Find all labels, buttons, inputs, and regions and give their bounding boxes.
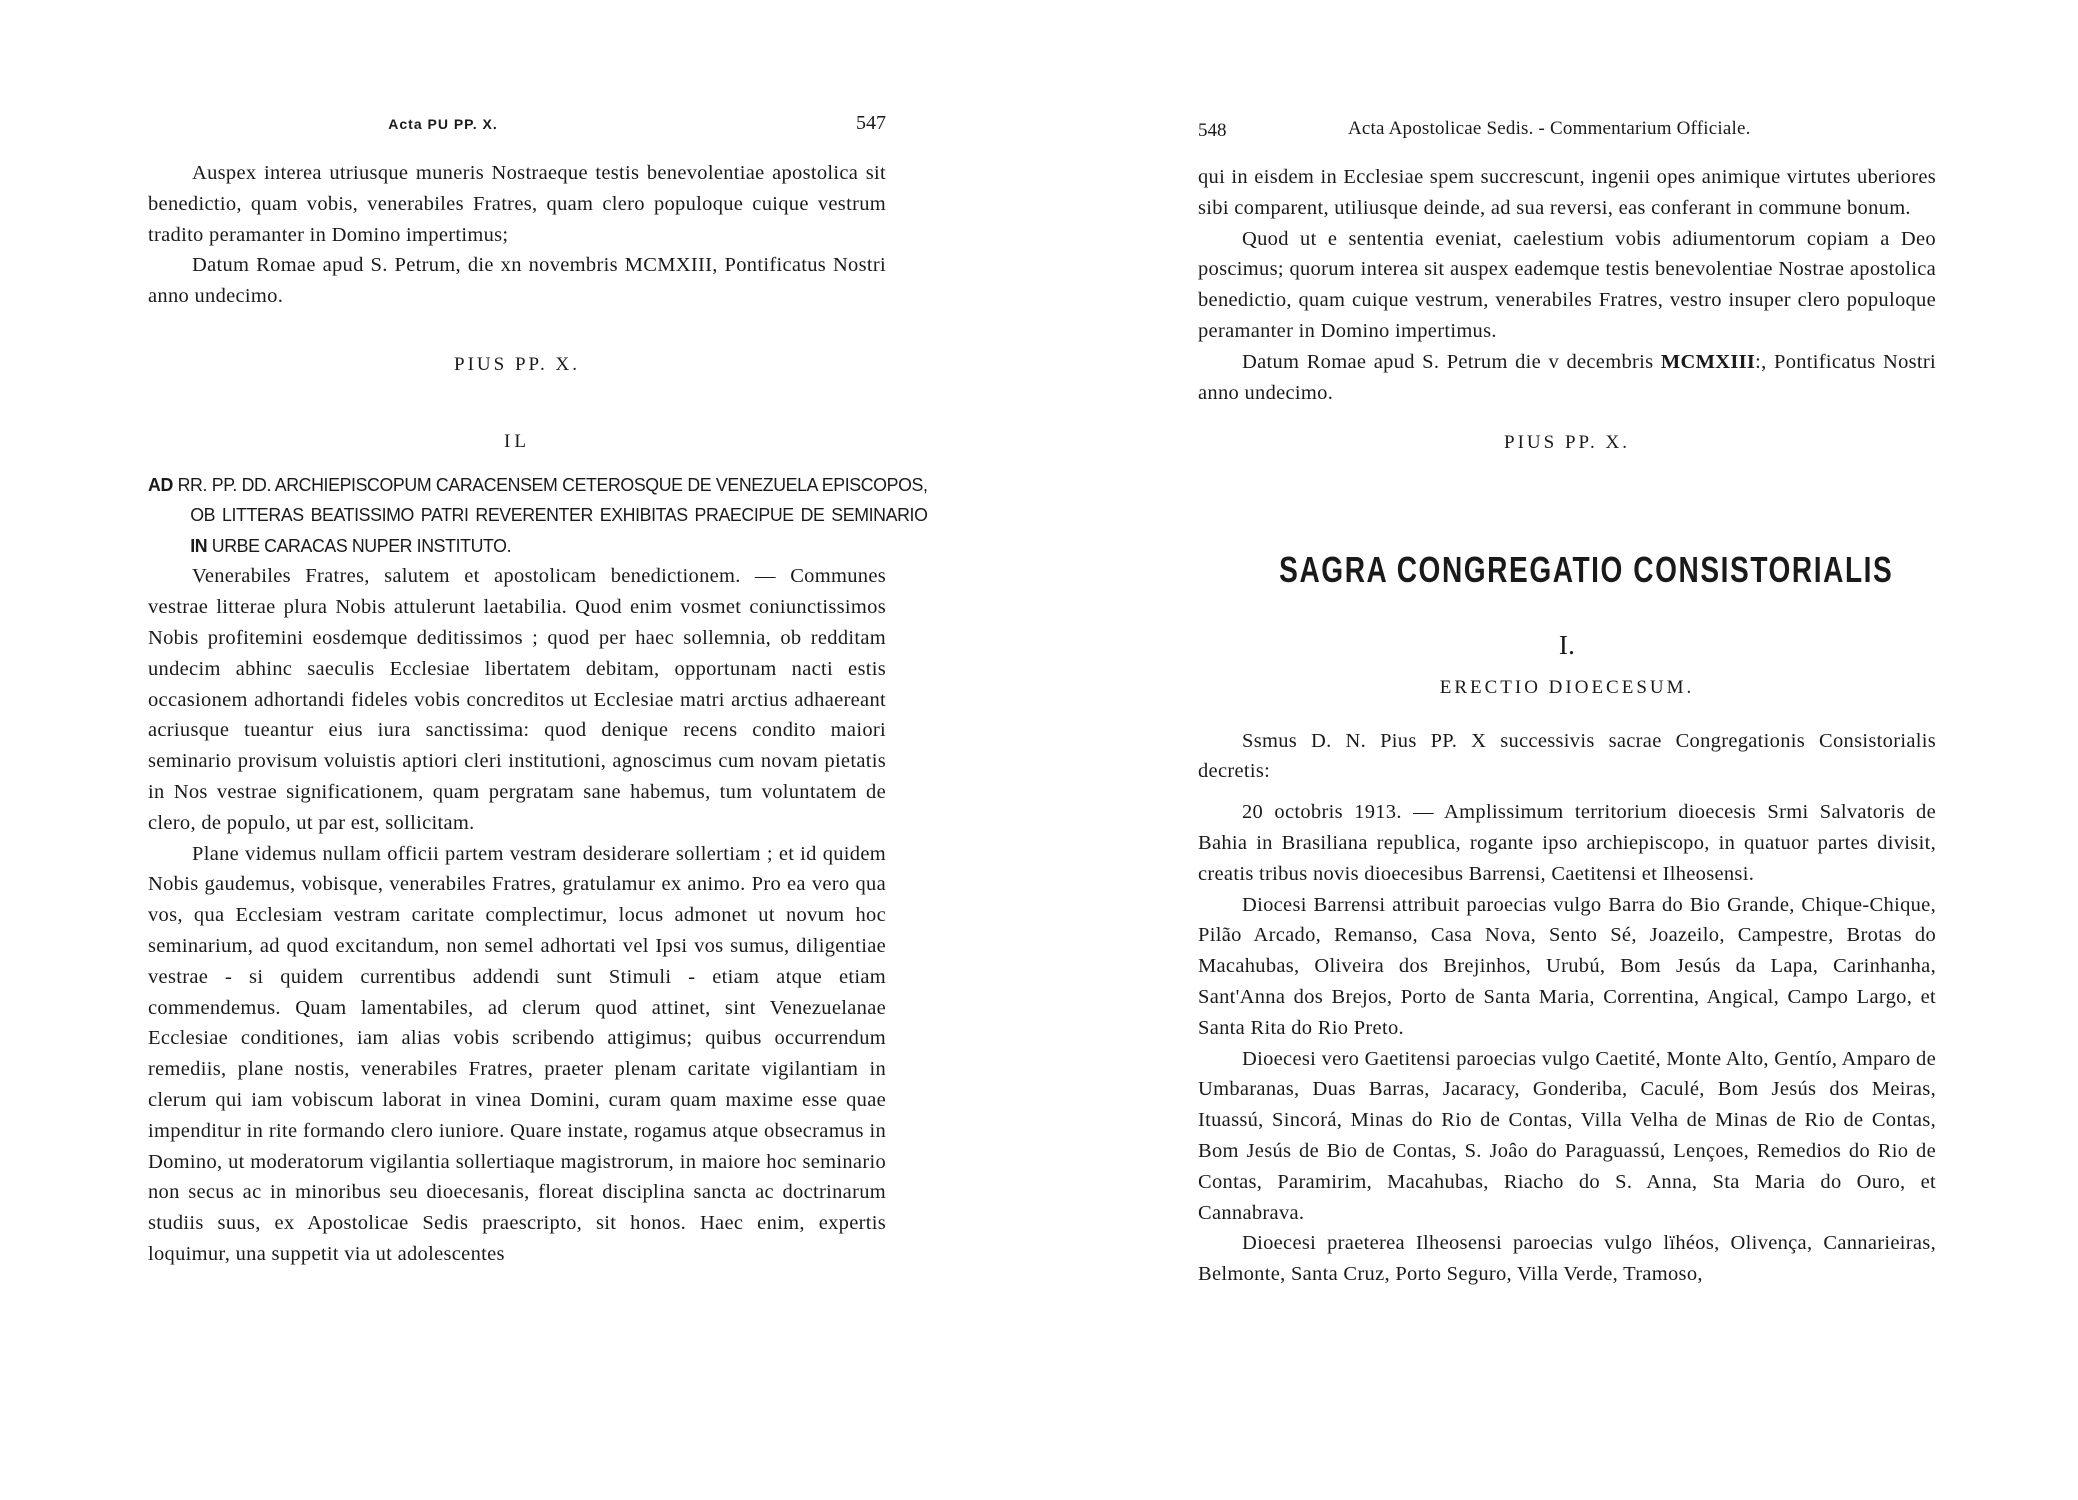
paragraph: Venerabiles Fratres, salutem et apostolicam benedictionem. — Communes vestrae litterae plura Nobis attulerunt laetabilia. Quod enim vosmet coniunctissimos Nobis profitemini eosdemque deditissimos ; quod per haec sollemnia, ob redditam undecim abhinc saeculis Ecclesiae libertatem debitam, opportunam nacti estis occasionem adhortandi fideles vobis concreditos ut Ecclesiae matri arctius adhaereant acriusque tueantur eius iura sanctissima: quod denique recens condito maiori seminario provisum voluistis aptiori cleri institutioni, agnoscimus cum novam pietatis in Nos vestrae significationem, quam pergratam sane habemus, tum voluntatem de clero, de populo, ut par est, sollicitam. xyxy=(148,565,886,834)
paragraph: Plane videmus nullam officii partem vestram desiderare sollertiam ; et id quidem Nobis gaudemus, vobisque, venerabiles Fratres, gratulamur ex animo. Pro ea vero qua vos, qua Ecclesiam vestram caritate complectimur, locus admonet ut novum hoc seminarium, ad quod excitandum, non semel adhortati vel Ipsi vos sumus, diligentiae vestrae - si quidem currentibus addendi sunt Stimuli - etiam atque etiam commendemus. Quam lamentabiles, ad clerum quod attinet, sint Venezuelanae Ecclesiae conditiones, iam alias vobis scribendo attigimus; quibus occurrendum remediis, plane nostis, venerabiles Fratres, praeter plenam caritate vigilantiam in clerum qui iam vobiscum laborat in vinea Domini, curam quam maxime esse quae impenditur in rite formando clero iuniore. Quare instate, rogamus atque obsecramus in Domino, ut moderatorum vigilantia sollertiaque magistrorum, in maiore hoc seminario non secus ac in minoribus seu dioecesanis, floreat disciplina sancta ac doctrinarum studiis suus, ex Apostolicae Sedis praescripto, sit honos. Haec enim, expertis loquimur, una suppetit via ut adolescentes xyxy=(148,842,886,1265)
page-number: 548 xyxy=(1198,120,1227,141)
paragraph: 20 octobris 1913. — Amplissimum territorium dioecesis Srmi Salvatoris de Bahia in Brasiliana republica, rogante ipso archiepiscopo, in quatuor partes divisit, creatis tribus novis dioecesibus Barrensi, Caetitensi et Ilheosensi. xyxy=(1198,801,1936,885)
right-page xyxy=(1198,0,1936,1500)
page-body xyxy=(148,158,928,1270)
address-text: RR. PP. DD. ARCHIEPISCOPUM CARACENSEM CETEROSQUE DE VENEZUELA EPISCOPOS, OB LITTERAS BEATISSIMO PATRI REVERENTER EXHIBITAS PRAECIPUE DE SEMINARIO xyxy=(172,473,928,526)
paragraph xyxy=(1198,347,1936,409)
dating-text-end: :, Pontificatus Nostri anno undecimo. xyxy=(1198,350,1937,404)
signature: PIUS PP. X. xyxy=(454,353,580,375)
paragraph: Quod ut e sententia eveniat, caelestium vobis adiumentorum copiam a Deo poscimus; quorum interea sit auspex eademque testis benevolentiae Nostrae apostolica benedictio, quam cuique vestrum, venerabiles Fratres, vestro insuper clero populoque peramanter in Domino impertimus. xyxy=(1198,227,1936,342)
congregation-title: SAGRA CONGREGATIO CONSISTORIALIS xyxy=(1279,549,1894,591)
section-title: ERECTIO DIOECESUM. xyxy=(1439,676,1695,698)
address-text-end: URBE CARACAS NUPER INSTITUTO. xyxy=(207,534,512,556)
section-numeral: I. xyxy=(1558,629,1576,660)
paragraph: Dioecesi vero Gaetitensi paroecias vulgo Caetité, Monte Alto, Gentío, Amparo de Umbaranas, Duas Barras, Jacaracy, Gonderiba, Caculé, Bom Jesús dos Meiras, Ituassú, Sincorá, Minas do Rio de Contas, Villa Velha de Minas de Rio de Contas, Bom Jesús de Bio de Contas, S. Joâo do Paraguassú, Lençoes, Remedios do Rio de Contas, Paramirim, Macahubas, Riacho do S. Anna, Sta Maria do Ouro, et Cannabrava. xyxy=(1198,1047,1936,1224)
running-head xyxy=(148,112,886,142)
page-number: 547 xyxy=(856,112,886,134)
address-in: IN xyxy=(190,534,208,556)
spacer xyxy=(1198,787,1936,797)
left-page xyxy=(148,0,928,1500)
paragraph: Auspex interea utriusque muneris Nostraeque testis benevolentiae apostolica sit benedictio, quam vobis, venerabiles Fratres, quam clero populoque cuique vestrum tradito peramanter in Domino impertimus; xyxy=(148,162,886,246)
signature: PIUS PP. X. xyxy=(1504,432,1630,454)
letter-address xyxy=(148,470,928,562)
paragraph: Dioecesi praeterea Ilheosensi paroecias vulgo lïhéos, Olivença, Cannarieiras, Belmonte, Santa Cruz, Porto Seguro, Villa Verde, Tramoso, xyxy=(1198,1232,1936,1286)
paragraph xyxy=(148,250,886,312)
address-ad: AD xyxy=(148,473,173,495)
dating-year: MCMXIII xyxy=(1660,350,1756,373)
running-title: Acta Apostolicae Sedis. - Commentarium Officiale. xyxy=(1348,118,1751,139)
spacer xyxy=(1198,704,1936,726)
running-title: Acta PU PP. X. xyxy=(388,116,498,132)
dating-text: Datum Romae apud S. Petrum, die xn novembris MCMXIII, Pontificatus Nostri anno undecimo. xyxy=(148,254,886,308)
section-numeral: IL xyxy=(504,430,530,452)
dating-text: Datum Romae apud S. Petrum die v decembris xyxy=(1242,350,1661,373)
running-head xyxy=(1198,112,1936,142)
page-body xyxy=(1198,162,1936,1290)
paragraph: Diocesi Barrensi attribuit paroecias vulgo Barra do Bio Grande, Chique-Chique, Pilão Arcado, Remanso, Casa Nova, Sento Sé, Joazeilo, Campestre, Brotas do Macahubas, Oliveira dos Brejinhos, Urubú, Bom Jesús da Lapa, Carinhanha, Sant'Anna dos Brejos, Porto de Santa Maria, Correntina, Angical, Campo Largo, et Santa Rita do Rio Preto. xyxy=(1198,893,1936,1039)
paragraph: qui in eisdem in Ecclesiae spem succrescunt, ingenii opes animique virtutes uberiores sibi comparent, utiliusque deinde, ad sua reversi, eas conferant in commune bonum. xyxy=(1198,166,1936,219)
paragraph: Ssmus D. N. Pius PP. X successivis sacrae Congregationis Consistorialis decretis: xyxy=(1198,729,1936,783)
